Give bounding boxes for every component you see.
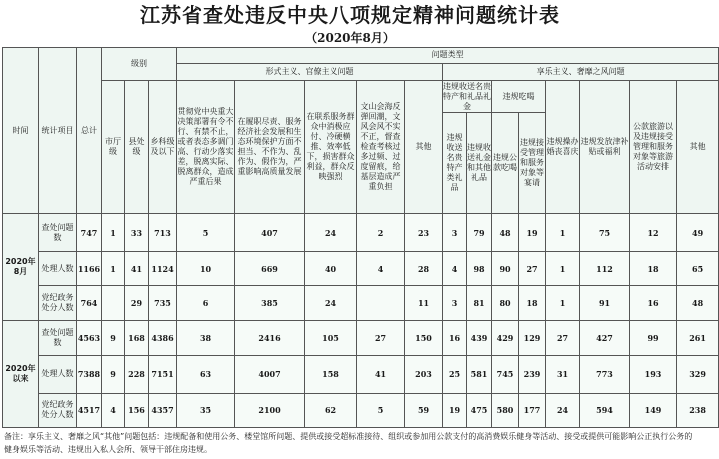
cell-township: 735 (149, 285, 177, 320)
cell-county: 156 (125, 393, 149, 427)
cell-township: 7151 (149, 356, 177, 393)
cell-h-gift1: 16 (443, 321, 467, 356)
cell-f2: 669 (235, 252, 305, 285)
cell-h-dining1: 48 (492, 214, 519, 252)
cell-h-other: 329 (677, 356, 719, 393)
cell-county: 33 (125, 214, 149, 252)
cell-f1: 38 (177, 321, 235, 356)
footnote: 备注：享乐主义、奢靡之风“其他”问题包括：违规配备和使用公务、楼堂馆所问题、提供或接受超标准接待、组织或参加用公款支付的高消费娱乐健身等活动、接受或提供可能影响公正执行公务的健身娱乐等活动、违规出入私人会所、领导干部住房违规。 (4, 432, 693, 454)
cell-f1: 6 (177, 285, 235, 320)
cell-f-other: 150 (405, 321, 443, 356)
cell-h-dining1: 80 (492, 285, 519, 320)
cell-total: 764 (77, 285, 102, 320)
cell-f-other: 59 (405, 393, 443, 427)
cell-h-wedding: 24 (546, 393, 580, 427)
cell-city: 9 (102, 356, 125, 393)
cell-h-gift2: 81 (467, 285, 492, 320)
cell-total: 747 (77, 214, 102, 252)
cell-h-gift2: 581 (467, 356, 492, 393)
period-label: 2020年以来 (3, 321, 39, 428)
header-h-subsidy: 违规发放津补贴或福利 (580, 81, 630, 214)
header-level-city: 市厅级 (102, 81, 125, 214)
cell-h-other: 49 (677, 214, 719, 252)
cell-city: 4 (102, 393, 125, 427)
cell-city: 1 (102, 252, 125, 285)
cell-city: 9 (102, 321, 125, 356)
cell-h-other: 65 (677, 252, 719, 285)
cell-h-subsidy: 75 (580, 214, 630, 252)
cell-f3: 158 (305, 356, 357, 393)
cell-h-gift1: 4 (443, 252, 467, 285)
cell-h-gift1: 3 (443, 214, 467, 252)
cell-f2: 407 (235, 214, 305, 252)
cell-h-gift2: 79 (467, 214, 492, 252)
header-total: 总计 (77, 48, 102, 214)
cell-township: 4386 (149, 321, 177, 356)
cell-f4: 41 (357, 356, 405, 393)
cell-h-dining2: 177 (519, 393, 546, 427)
cell-township: 713 (149, 214, 177, 252)
cell-h-travel: 99 (630, 321, 677, 356)
cell-h-gift1: 3 (443, 285, 467, 320)
row-item: 查处问题数 (39, 321, 77, 356)
header-h-other: 其他 (677, 81, 719, 214)
row-item: 处理人数 (39, 252, 77, 285)
cell-f4: 4 (357, 252, 405, 285)
period-label: 2020年8月 (3, 214, 39, 321)
header-h-dining2: 违规接受管理和服务对象等宴请 (519, 113, 546, 214)
cell-h-subsidy: 427 (580, 321, 630, 356)
header-level-county: 县处级 (125, 81, 149, 214)
row-item: 查处问题数 (39, 214, 77, 252)
cell-county: 228 (125, 356, 149, 393)
cell-h-wedding: 1 (546, 285, 580, 320)
cell-h-dining2: 18 (519, 285, 546, 320)
cell-h-wedding: 1 (546, 252, 580, 285)
header-f2: 在履职尽责、服务经济社会发展和生态环境保护方面不担当、不作为、乱作为、假作为，严重影响高质量发展 (235, 81, 305, 214)
cell-f3: 24 (305, 214, 357, 252)
cell-county: 41 (125, 252, 149, 285)
cell-h-dining1: 90 (492, 252, 519, 285)
cell-h-wedding: 31 (546, 356, 580, 393)
header-f-other: 其他 (405, 81, 443, 214)
cell-city (102, 285, 125, 320)
cell-h-dining2: 27 (519, 252, 546, 285)
cell-h-other: 48 (677, 285, 719, 320)
cell-f-other: 23 (405, 214, 443, 252)
header-f4: 文山会海反弹回潮，文风会风不实不正，督查检查考核过多过频、过度留痕，给基层造成严重负担 (357, 81, 405, 214)
cell-h-subsidy: 773 (580, 356, 630, 393)
cell-f3: 24 (305, 285, 357, 320)
cell-h-subsidy: 112 (580, 252, 630, 285)
cell-f3: 62 (305, 393, 357, 427)
cell-f-other: 203 (405, 356, 443, 393)
cell-h-wedding: 27 (546, 321, 580, 356)
cell-county: 29 (125, 285, 149, 320)
header-formalism: 形式主义、官僚主义问题 (177, 63, 443, 81)
cell-h-travel: 18 (630, 252, 677, 285)
cell-f4: 2 (357, 214, 405, 252)
cell-f1: 10 (177, 252, 235, 285)
cell-f2: 4007 (235, 356, 305, 393)
cell-total: 4517 (77, 393, 102, 427)
header-h-gift: 违规收送名贵特产和礼品礼金 (443, 81, 492, 113)
cell-h-travel: 16 (630, 285, 677, 320)
cell-h-dining2: 129 (519, 321, 546, 356)
cell-f4: 27 (357, 321, 405, 356)
cell-h-travel: 149 (630, 393, 677, 427)
statistics-table (2, 47, 719, 428)
cell-h-dining2: 239 (519, 356, 546, 393)
cell-h-other: 238 (677, 393, 719, 427)
header-f1: 贯彻党中央重大决策部署有令不行、有禁不止，或者表态多调门高、行动少落实差，脱离实际、脱离群众，造成严重后果 (177, 81, 235, 214)
cell-h-gift1: 25 (443, 356, 467, 393)
page-subtitle: （2020年8月） (305, 31, 395, 45)
header-level: 级别 (102, 48, 177, 81)
cell-f2: 2416 (235, 321, 305, 356)
page-title: 江苏省查处违反中央八项规定精神问题统计表 (140, 3, 560, 27)
header-h-dining: 违规吃喝 (492, 81, 546, 113)
cell-h-gift2: 98 (467, 252, 492, 285)
header-h-gift1: 违规收送名贵特产类礼品 (443, 113, 467, 214)
cell-f-other: 11 (405, 285, 443, 320)
cell-h-wedding: 1 (546, 214, 580, 252)
cell-h-subsidy: 594 (580, 393, 630, 427)
cell-township: 4357 (149, 393, 177, 427)
header-problem-type: 问题类型 (177, 48, 719, 64)
header-f3: 在联系服务群众中消极应付、冷硬横推、效率低下，损害群众利益，群众反映强烈 (305, 81, 357, 214)
header-level-township: 乡科级及以下 (149, 81, 177, 214)
header-time: 时间 (3, 48, 39, 214)
cell-total: 7388 (77, 356, 102, 393)
cell-city: 1 (102, 214, 125, 252)
header-hedonism: 享乐主义、奢靡之风问题 (443, 63, 719, 81)
row-item: 党纪政务处分人数 (39, 393, 77, 427)
cell-h-gift2: 439 (467, 321, 492, 356)
cell-total: 1166 (77, 252, 102, 285)
cell-h-dining1: 580 (492, 393, 519, 427)
cell-h-gift1: 19 (443, 393, 467, 427)
header-h-travel: 公款旅游以及违规接受管理和服务对象等旅游活动安排 (630, 81, 677, 214)
cell-county: 168 (125, 321, 149, 356)
cell-f4: 5 (357, 393, 405, 427)
cell-h-dining1: 745 (492, 356, 519, 393)
cell-h-travel: 193 (630, 356, 677, 393)
cell-f3: 105 (305, 321, 357, 356)
cell-f1: 5 (177, 214, 235, 252)
cell-f2: 385 (235, 285, 305, 320)
cell-f-other: 28 (405, 252, 443, 285)
cell-h-gift2: 475 (467, 393, 492, 427)
cell-f1: 35 (177, 393, 235, 427)
cell-h-other: 261 (677, 321, 719, 356)
cell-total: 4563 (77, 321, 102, 356)
cell-h-subsidy: 91 (580, 285, 630, 320)
header-h-gift2: 违规收送礼金和其他礼品 (467, 113, 492, 214)
cell-h-dining1: 429 (492, 321, 519, 356)
header-h-dining1: 违规公款吃喝 (492, 113, 519, 214)
header-item: 统计项目 (39, 48, 77, 214)
cell-f1: 63 (177, 356, 235, 393)
header-h-wedding: 违规操办婚丧喜庆 (546, 81, 580, 214)
cell-f4 (357, 285, 405, 320)
row-item: 处理人数 (39, 356, 77, 393)
cell-township: 1124 (149, 252, 177, 285)
cell-f3: 40 (305, 252, 357, 285)
row-item: 党纪政务处分人数 (39, 285, 77, 320)
cell-f2: 2100 (235, 393, 305, 427)
cell-h-dining2: 19 (519, 214, 546, 252)
cell-h-travel: 12 (630, 214, 677, 252)
